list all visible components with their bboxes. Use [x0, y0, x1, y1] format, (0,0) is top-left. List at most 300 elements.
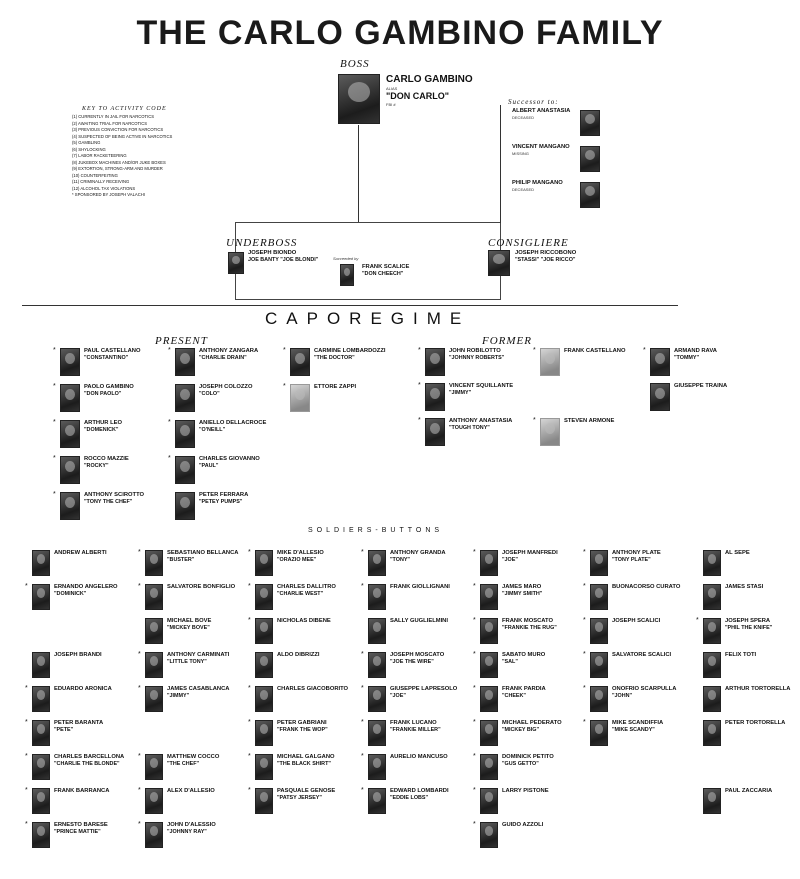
- star-marker: *: [418, 347, 421, 354]
- star-marker: *: [361, 685, 364, 692]
- person-photo: [32, 652, 50, 678]
- person-text: [167, 584, 235, 591]
- person-photo: [480, 618, 498, 644]
- person-alias: "THE CHEF": [167, 761, 200, 767]
- person-alias: "CHEEK": [502, 693, 526, 699]
- star-marker: *: [473, 549, 476, 556]
- person-name: FRANK GIOLLIGNANI: [390, 584, 450, 590]
- person-alias: "JOHN": [612, 693, 633, 699]
- person-text: [449, 383, 513, 397]
- person-photo: [703, 584, 721, 610]
- person-name: JOSEPH BRANDI: [54, 652, 102, 658]
- person-name: CHARLES DALLITRO: [277, 584, 336, 590]
- person-name: JOSEPH MOSCATO: [390, 652, 445, 658]
- person-photo: [60, 492, 80, 520]
- person-name: JOHN D'ALESSIO: [167, 822, 216, 828]
- person-name: MICHAEL PEDERATO: [502, 720, 562, 726]
- activity-key: [72, 106, 232, 199]
- key-title: KEY TO ACTIVITY CODE: [82, 106, 167, 112]
- person-text: [449, 348, 504, 362]
- key-item: (8) JUKEBOX MACHINES AND/OR JUKE BOXES: [72, 159, 166, 165]
- person-photo: [590, 686, 608, 712]
- star-marker: *: [248, 753, 251, 760]
- person-name: SALLY GUGLIELMINI: [390, 618, 448, 624]
- star-marker: *: [361, 719, 364, 726]
- person-alias: "GUS GETTO": [502, 761, 539, 767]
- star-marker: *: [138, 821, 141, 828]
- person-alias: "JIMMY SMITH": [502, 591, 543, 597]
- person-photo: [703, 618, 721, 644]
- person-name: FELIX TOTI: [725, 652, 757, 658]
- person-name: ANTHONY GRANDA: [390, 550, 446, 556]
- successor-entry: [512, 180, 563, 192]
- person-photo: [255, 652, 273, 678]
- consigliere-name: JOSEPH RICCOBONO: [515, 250, 577, 256]
- person-text: [167, 822, 216, 836]
- person-text: [54, 720, 103, 734]
- person-text: [725, 788, 772, 795]
- person-photo: [290, 348, 310, 376]
- star-marker: *: [583, 549, 586, 556]
- person-name: CHARLES GIOVANNO: [199, 456, 260, 462]
- person-text: [502, 652, 545, 666]
- caporegime-heading: CAPOREGIME: [265, 309, 471, 328]
- star-marker: *: [361, 549, 364, 556]
- star-marker: *: [583, 617, 586, 624]
- underboss-name: JOSEPH BIONDO: [248, 250, 297, 256]
- former-label: FORMER: [482, 335, 532, 347]
- person-photo: [145, 822, 163, 848]
- person-name: BUONACORSO CURATO: [612, 584, 681, 590]
- person-photo: [703, 550, 721, 576]
- person-photo: [32, 788, 50, 814]
- person-text: [167, 618, 211, 632]
- person-name: SALVATORE BONFIGLIO: [167, 584, 236, 590]
- person-alias: "JOE": [390, 693, 406, 699]
- person-name: PETER GABRIANI: [277, 720, 327, 726]
- person-name: NICHOLAS DIBENE: [277, 618, 331, 624]
- person-name: SABATO MURO: [502, 652, 546, 658]
- star-marker: *: [473, 821, 476, 828]
- boss-name: CARLO GAMBINO: [386, 74, 473, 85]
- person-photo: [32, 720, 50, 746]
- person-alias: "JOHNNY RAY": [167, 829, 207, 835]
- person-text: [84, 492, 144, 506]
- star-marker: *: [248, 719, 251, 726]
- person-alias: "THE DOCTOR": [314, 355, 355, 361]
- underboss-successor-entry: [362, 264, 409, 278]
- person-name: FRANK LUCANO: [390, 720, 437, 726]
- star-marker: *: [138, 651, 141, 658]
- person-text: [167, 686, 229, 700]
- person-alias: "TOUGH TONY": [449, 425, 490, 431]
- person-photo: [650, 348, 670, 376]
- person-alias: "SAL": [502, 659, 518, 665]
- person-alias: "FRANK THE WOP": [277, 727, 328, 733]
- boss-photo: [338, 74, 380, 124]
- star-marker: *: [473, 651, 476, 658]
- successor-photo: [580, 146, 600, 172]
- person-name: FRANK PARDIA: [502, 686, 546, 692]
- person-photo: [368, 550, 386, 576]
- star-marker: *: [53, 455, 56, 462]
- star-marker: *: [583, 651, 586, 658]
- person-photo: [480, 550, 498, 576]
- person-text: [199, 384, 252, 398]
- person-text: [390, 550, 446, 564]
- successor-name: VINCENT MANGANO: [512, 144, 570, 150]
- person-photo: [480, 754, 498, 780]
- person-photo: [175, 420, 195, 448]
- person-alias: "JOE": [502, 557, 518, 563]
- person-text: [502, 550, 558, 564]
- person-photo: [145, 754, 163, 780]
- star-marker: *: [473, 685, 476, 692]
- star-marker: *: [53, 419, 56, 426]
- person-photo: [368, 584, 386, 610]
- person-name: PETER FERRARA: [199, 492, 249, 498]
- person-alias: "PRINCE MATTIE": [54, 829, 101, 835]
- person-photo: [60, 348, 80, 376]
- person-text: [725, 618, 772, 632]
- person-alias: "JOE THE WIRE": [390, 659, 434, 665]
- person-photo: [145, 686, 163, 712]
- person-alias: "TOMMY": [674, 355, 700, 361]
- key-item: (7) LABOR RACKETEERING: [72, 153, 127, 158]
- star-marker: *: [248, 549, 251, 556]
- person-name: JOSEPH COLOZZO: [199, 384, 253, 390]
- person-alias: "LITTLE TONY": [167, 659, 207, 665]
- person-text: [314, 384, 356, 391]
- star-marker: *: [533, 417, 536, 424]
- star-marker: *: [473, 583, 476, 590]
- person-name: MICHAEL BOVE: [167, 618, 212, 624]
- person-name: SEBASTIANO BELLANCA: [167, 550, 239, 556]
- person-name: JAMES MARO: [502, 584, 542, 590]
- person-photo: [32, 584, 50, 610]
- key-list: [72, 114, 232, 199]
- star-marker: *: [473, 719, 476, 726]
- person-name: PETER BARANTA: [54, 720, 104, 726]
- person-alias: "COLO": [199, 391, 220, 397]
- person-photo: [32, 754, 50, 780]
- person-name: ARMAND RAVA: [674, 348, 717, 354]
- person-text: [54, 584, 118, 598]
- person-photo: [590, 550, 608, 576]
- person-name: JAMES CASABLANCA: [167, 686, 230, 692]
- person-name: ERNESTO BARESE: [54, 822, 108, 828]
- person-alias: "PATSY JERSEY": [277, 795, 322, 801]
- person-photo: [480, 686, 498, 712]
- person-name: PAUL CASTELLANO: [84, 348, 141, 354]
- person-text: [390, 754, 448, 761]
- person-photo: [255, 550, 273, 576]
- person-alias: "O'NEILL": [199, 427, 226, 433]
- person-text: [725, 686, 790, 693]
- star-marker: *: [168, 419, 171, 426]
- person-text: [390, 720, 441, 734]
- person-alias: "JIMMY": [449, 390, 472, 396]
- person-photo: [368, 754, 386, 780]
- successor-entry: [512, 108, 570, 120]
- key-item: (12) ALCOHOL TAX VIOLATIONS: [72, 185, 136, 191]
- star-marker: *: [473, 787, 476, 794]
- person-text: [54, 822, 108, 836]
- person-photo: [480, 788, 498, 814]
- person-text: [277, 652, 320, 659]
- person-name: AURELIO MANCUSO: [390, 754, 448, 760]
- star-marker: *: [283, 383, 286, 390]
- person-text: [54, 652, 102, 659]
- person-text: [390, 584, 450, 591]
- person-text: [502, 822, 543, 829]
- successor-name: ALBERT ANASTASIA: [512, 108, 571, 114]
- person-alias: "TONY": [390, 557, 410, 563]
- person-alias: "ROCKY": [84, 463, 109, 469]
- person-name: JOSEPH SCALICI: [612, 618, 661, 624]
- person-photo: [255, 720, 273, 746]
- succeeded-by-label: Succeeded by: [333, 256, 359, 261]
- person-text: [199, 420, 266, 434]
- person-text: [502, 720, 562, 734]
- person-alias: "MIKE SCANDY": [612, 727, 655, 733]
- person-name: MICHAEL GALGANO: [277, 754, 335, 760]
- person-name: FRANK MOSCATO: [502, 618, 553, 624]
- person-text: [277, 550, 324, 564]
- person-alias: "BUSTER": [167, 557, 195, 563]
- person-photo: [480, 584, 498, 610]
- person-name: GIUSEPPE TRAINA: [674, 383, 728, 389]
- person-photo: [145, 550, 163, 576]
- person-photo: [145, 618, 163, 644]
- star-marker: *: [138, 787, 141, 794]
- person-text: [54, 686, 112, 693]
- person-name: MIKE D'ALLESIO: [277, 550, 324, 556]
- person-name: VINCENT SQUILLANTE: [449, 383, 514, 389]
- person-photo: [703, 720, 721, 746]
- star-marker: *: [53, 347, 56, 354]
- boss-detail: FBI #: [386, 102, 396, 107]
- boss-label: BOSS: [340, 58, 370, 70]
- star-marker: *: [361, 753, 364, 760]
- person-photo: [60, 420, 80, 448]
- person-text: [502, 686, 546, 700]
- person-text: [199, 492, 248, 506]
- boss-entry: [386, 74, 473, 107]
- person-alias: "PAUL": [199, 463, 219, 469]
- star-marker: *: [138, 753, 141, 760]
- key-item: (1) CURRENTLY IN JAIL FOR NARCOTICS: [72, 114, 155, 119]
- person-text: [612, 686, 676, 700]
- person-text: [564, 348, 626, 355]
- person-text: [84, 384, 134, 398]
- underboss-entry: [248, 250, 318, 264]
- star-marker: *: [418, 417, 421, 424]
- star-marker: *: [25, 583, 28, 590]
- person-name: EDUARDO ARONICA: [54, 686, 112, 692]
- person-alias: "DOMENICK": [84, 427, 119, 433]
- person-photo: [590, 618, 608, 644]
- star-marker: *: [418, 382, 421, 389]
- person-name: DOMINICK PETITO: [502, 754, 554, 760]
- star-marker: *: [248, 583, 251, 590]
- person-photo: [540, 418, 560, 446]
- star-marker: *: [168, 347, 171, 354]
- person-photo: [703, 652, 721, 678]
- person-name: SALVATORE SCALICI: [612, 652, 672, 658]
- star-marker: *: [25, 753, 28, 760]
- person-photo: [290, 384, 310, 412]
- star-marker: *: [583, 719, 586, 726]
- person-photo: [255, 788, 273, 814]
- person-alias: "TONY THE CHEF": [84, 499, 133, 505]
- person-name: FRANK CASTELLANO: [564, 348, 626, 354]
- person-photo: [145, 652, 163, 678]
- person-alias: "MICKEY BIG": [502, 727, 540, 733]
- star-marker: *: [138, 549, 141, 556]
- person-name: GUIDO AZZOLI: [502, 822, 544, 828]
- hierarchy-divider: [22, 305, 678, 306]
- person-alias: "ORAZIO MEE": [277, 557, 317, 563]
- person-photo: [255, 754, 273, 780]
- person-photo: [480, 720, 498, 746]
- person-name: ALDO DIBRIZZI: [277, 652, 320, 658]
- person-photo: [368, 788, 386, 814]
- person-photo: [32, 550, 50, 576]
- person-text: [84, 456, 129, 470]
- successor-detail: DECEASED: [512, 115, 535, 120]
- successor-photo: [580, 182, 600, 208]
- underboss-successor-photo: [340, 264, 354, 286]
- person-alias: "PETEY PUMPS": [199, 499, 243, 505]
- successor-entry: [512, 144, 570, 156]
- person-name: MATTHEW COCCO: [167, 754, 220, 760]
- person-name: CHARLES BARCELLONA: [54, 754, 125, 760]
- person-photo: [145, 788, 163, 814]
- person-text: [612, 584, 680, 591]
- star-marker: *: [25, 787, 28, 794]
- person-name: MIKE SCANDIFFIA: [612, 720, 664, 726]
- boss-alias: "DON CARLO": [386, 91, 450, 101]
- person-text: [390, 788, 449, 802]
- star-marker: *: [53, 383, 56, 390]
- person-text: [390, 652, 444, 666]
- star-marker: *: [248, 685, 251, 692]
- person-text: [167, 754, 219, 768]
- person-photo: [32, 822, 50, 848]
- underboss-successor-name: FRANK SCALICE: [362, 264, 410, 270]
- star-marker: *: [168, 455, 171, 462]
- person-name: PAOLO GAMBINO: [84, 384, 134, 390]
- person-text: [449, 418, 512, 432]
- person-name: ANDREW ALBERTI: [54, 550, 107, 556]
- person-alias: "EDDIE LOBS": [390, 795, 429, 801]
- successor-detail: DECEASED: [512, 187, 535, 192]
- person-alias: "PHIL THE KNIFE": [725, 625, 773, 631]
- star-marker: *: [248, 617, 251, 624]
- person-name: CARMINE LOMBARDOZZI: [314, 348, 386, 354]
- person-text: [199, 348, 258, 362]
- person-alias: "DOMINICK": [54, 591, 87, 597]
- person-name: PETER TORTORELLA: [725, 720, 786, 726]
- consigliere-entry: [515, 250, 576, 264]
- person-name: JOHN ROBILOTTO: [449, 348, 501, 354]
- person-photo: [703, 788, 721, 814]
- person-name: ARTHUR LEO: [84, 420, 122, 426]
- person-name: AL SEPE: [725, 550, 750, 556]
- person-text: [277, 788, 335, 802]
- person-photo: [60, 384, 80, 412]
- boss-alias-label: ALIAS: [386, 86, 398, 91]
- consigliere-label: CONSIGLIERE: [488, 237, 569, 249]
- person-alias: "CHARLIE WEST": [277, 591, 324, 597]
- person-text: [564, 418, 614, 425]
- person-photo: [60, 456, 80, 484]
- person-alias: "FRANKIE MILLER": [390, 727, 441, 733]
- person-text: [167, 788, 215, 795]
- person-text: [314, 348, 386, 362]
- person-alias: "TONY PLATE": [612, 557, 651, 563]
- successor-label: Successor to:: [508, 98, 559, 106]
- key-item: (6) SHYLOCKING: [72, 146, 106, 152]
- person-photo: [368, 652, 386, 678]
- person-text: [54, 788, 109, 795]
- person-name: JOSEPH MANFREDI: [502, 550, 558, 556]
- person-photo: [145, 584, 163, 610]
- person-photo: [590, 652, 608, 678]
- star-marker: *: [583, 583, 586, 590]
- person-text: [167, 652, 229, 666]
- star-marker: *: [361, 583, 364, 590]
- present-label: PRESENT: [155, 335, 208, 347]
- person-photo: [650, 383, 670, 411]
- person-text: [84, 348, 140, 362]
- underboss-successor-alias: "DON CHEECH": [362, 271, 404, 277]
- soldiers-heading: SOLDIERS-BUTTONS: [308, 527, 444, 534]
- person-photo: [175, 384, 195, 412]
- star-marker: *: [643, 347, 646, 354]
- person-photo: [540, 348, 560, 376]
- person-name: PAUL ZACCARIA: [725, 788, 773, 794]
- person-name: ANTHONY SCIROTTO: [84, 492, 145, 498]
- person-name: ETTORE ZAPPI: [314, 384, 357, 390]
- star-marker: *: [25, 821, 28, 828]
- person-text: [84, 420, 122, 434]
- star-marker: *: [583, 685, 586, 692]
- person-name: EDWARD LOMBARDI: [390, 788, 449, 794]
- person-text: [612, 720, 663, 734]
- person-photo: [703, 686, 721, 712]
- person-photo: [590, 584, 608, 610]
- person-text: [167, 550, 239, 564]
- star-marker: *: [533, 347, 536, 354]
- person-text: [502, 618, 557, 632]
- person-alias: "MICKEY BOVE": [167, 625, 210, 631]
- person-photo: [480, 822, 498, 848]
- person-name: GIUSEPPE LAPRESOLO: [390, 686, 458, 692]
- person-alias: "CHARLIE THE BLONDE": [54, 761, 120, 767]
- person-photo: [480, 652, 498, 678]
- person-text: [725, 550, 750, 557]
- page-title: THE CARLO GAMBINO FAMILY: [136, 14, 664, 52]
- underboss-label: UNDERBOSS: [226, 237, 298, 249]
- star-marker: *: [361, 787, 364, 794]
- person-text: [674, 348, 717, 362]
- successor-name: PHILIP MANGANO: [512, 180, 563, 186]
- person-text: [54, 550, 107, 557]
- key-item: (3) PREVIOUS CONVICTION FOR NARCOTICS: [72, 127, 164, 132]
- person-alias: "THE BLACK SHIRT": [277, 761, 331, 767]
